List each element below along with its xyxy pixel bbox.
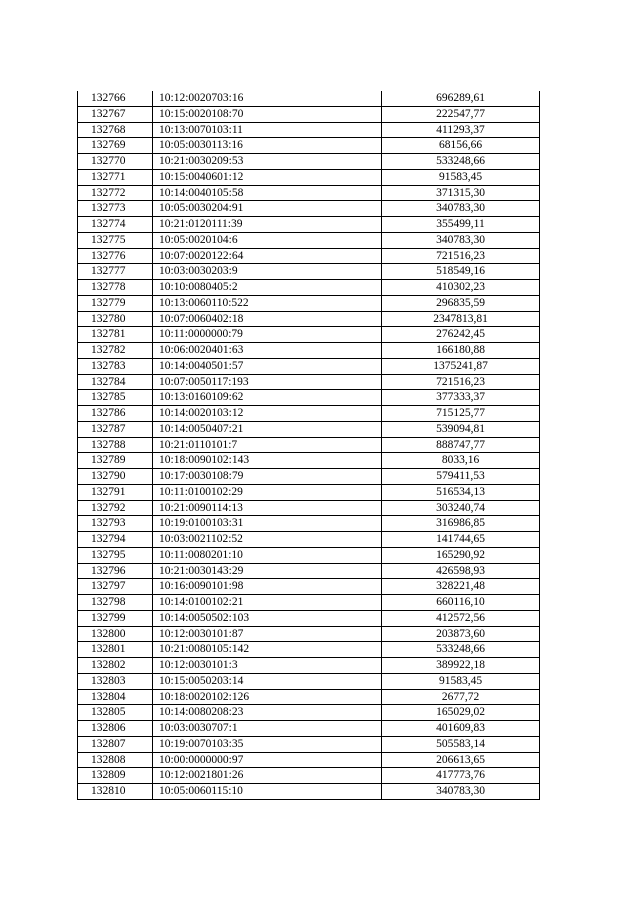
cadastral-code-cell: 10:05:0030204:91 (153, 201, 382, 217)
row-id-cell: 132772 (78, 185, 153, 201)
cadastral-code-cell: 10:21:0090114:13 (153, 500, 382, 516)
cadastral-code-cell: 10:12:0030101:3 (153, 658, 382, 674)
amount-cell: 426598,93 (382, 563, 540, 579)
row-id-cell: 132787 (78, 421, 153, 437)
amount-cell: 410302,23 (382, 280, 540, 296)
row-id-cell: 132788 (78, 437, 153, 453)
row-id-cell: 132767 (78, 106, 153, 122)
table-row (78, 768, 540, 784)
table-row (78, 516, 540, 532)
cadastral-code-cell: 10:14:0100102:21 (153, 595, 382, 611)
cadastral-code-cell: 10:14:0050502:103 (153, 610, 382, 626)
cadastral-code-cell: 10:03:0030707:1 (153, 721, 382, 737)
row-id-cell: 132766 (78, 91, 153, 106)
row-id-cell: 132786 (78, 406, 153, 422)
cadastral-code-cell: 10:21:0120111:39 (153, 217, 382, 233)
table-row (78, 547, 540, 563)
table-row (78, 595, 540, 611)
cadastral-code-cell: 10:00:0000000:97 (153, 752, 382, 768)
cadastral-code-cell: 10:21:0030143:29 (153, 563, 382, 579)
row-id-cell: 132800 (78, 626, 153, 642)
amount-cell: 340783,30 (382, 784, 540, 800)
row-id-cell: 132781 (78, 327, 153, 343)
amount-cell: 91583,45 (382, 169, 540, 185)
row-id-cell: 132808 (78, 752, 153, 768)
table-row (78, 154, 540, 170)
amount-cell: 505583,14 (382, 736, 540, 752)
row-id-cell: 132783 (78, 358, 153, 374)
amount-cell: 417773,76 (382, 768, 540, 784)
row-id-cell: 132780 (78, 311, 153, 327)
amount-cell: 203873,60 (382, 626, 540, 642)
amount-cell: 340783,30 (382, 232, 540, 248)
table-row (78, 217, 540, 233)
row-id-cell: 132809 (78, 768, 153, 784)
amount-cell: 328221,48 (382, 579, 540, 595)
cadastral-code-cell: 10:06:0020401:63 (153, 343, 382, 359)
row-id-cell: 132773 (78, 201, 153, 217)
row-id-cell: 132776 (78, 248, 153, 264)
cadastral-code-cell: 10:16:0090101:98 (153, 579, 382, 595)
table-row (78, 343, 540, 359)
table-row (78, 469, 540, 485)
amount-cell: 411293,37 (382, 122, 540, 138)
cadastral-code-cell: 10:12:0020703:16 (153, 91, 382, 106)
table-row (78, 169, 540, 185)
amount-cell: 316986,85 (382, 516, 540, 532)
table-row (78, 201, 540, 217)
table-row (78, 610, 540, 626)
amount-cell: 518549,16 (382, 264, 540, 280)
table-row (78, 185, 540, 201)
amount-cell: 715125,77 (382, 406, 540, 422)
table-row (78, 532, 540, 548)
amount-cell: 340783,30 (382, 201, 540, 217)
amount-cell: 533248,66 (382, 642, 540, 658)
cadastral-code-cell: 10:12:0021801:26 (153, 768, 382, 784)
cadastral-code-cell: 10:21:0030209:53 (153, 154, 382, 170)
row-id-cell: 132782 (78, 343, 153, 359)
table-row (78, 311, 540, 327)
amount-cell: 516534,13 (382, 484, 540, 500)
table-row (78, 673, 540, 689)
row-id-cell: 132805 (78, 705, 153, 721)
cadastral-code-cell: 10:11:0080201:10 (153, 547, 382, 563)
table-row (78, 484, 540, 500)
table-row (78, 138, 540, 154)
row-id-cell: 132794 (78, 532, 153, 548)
row-id-cell: 132798 (78, 595, 153, 611)
row-id-cell: 132769 (78, 138, 153, 154)
table-row (78, 721, 540, 737)
amount-cell: 533248,66 (382, 154, 540, 170)
row-id-cell: 132796 (78, 563, 153, 579)
table-row (78, 563, 540, 579)
row-id-cell: 132795 (78, 547, 153, 563)
row-id-cell: 132797 (78, 579, 153, 595)
row-id-cell: 132799 (78, 610, 153, 626)
amount-cell: 8033,16 (382, 453, 540, 469)
amount-cell: 2347813,81 (382, 311, 540, 327)
table-row (78, 421, 540, 437)
amount-cell: 355499,11 (382, 217, 540, 233)
amount-cell: 91583,45 (382, 673, 540, 689)
table-row (78, 784, 540, 800)
row-id-cell: 132771 (78, 169, 153, 185)
amount-cell: 165290,92 (382, 547, 540, 563)
amount-cell: 579411,53 (382, 469, 540, 485)
amount-cell: 166180,88 (382, 343, 540, 359)
cadastral-code-cell: 10:15:0040601:12 (153, 169, 382, 185)
row-id-cell: 132775 (78, 232, 153, 248)
table-row (78, 295, 540, 311)
amount-cell: 696289,61 (382, 91, 540, 106)
row-id-cell: 132810 (78, 784, 153, 800)
amount-cell: 222547,77 (382, 106, 540, 122)
cadastral-code-cell: 10:17:0030108:79 (153, 469, 382, 485)
amount-cell: 721516,23 (382, 374, 540, 390)
amount-cell: 296835,59 (382, 295, 540, 311)
row-id-cell: 132792 (78, 500, 153, 516)
cadastral-code-cell: 10:18:0020102:126 (153, 689, 382, 705)
cadastral-code-cell: 10:14:0050407:21 (153, 421, 382, 437)
cadastral-code-cell: 10:12:0030101:87 (153, 626, 382, 642)
amount-cell: 721516,23 (382, 248, 540, 264)
cadastral-code-cell: 10:05:0030113:16 (153, 138, 382, 154)
row-id-cell: 132790 (78, 469, 153, 485)
table-row (78, 406, 540, 422)
cadastral-code-cell: 10:13:0160109:62 (153, 390, 382, 406)
table-row (78, 106, 540, 122)
row-id-cell: 132777 (78, 264, 153, 280)
table-row (78, 689, 540, 705)
cadastral-code-cell: 10:18:0090102:143 (153, 453, 382, 469)
cadastral-code-cell: 10:14:0080208:23 (153, 705, 382, 721)
amount-cell: 389922,18 (382, 658, 540, 674)
amount-cell: 276242,45 (382, 327, 540, 343)
amount-cell: 412572,56 (382, 610, 540, 626)
table-row (78, 374, 540, 390)
cadastral-code-cell: 10:13:0070103:11 (153, 122, 382, 138)
table-row (78, 248, 540, 264)
cadastral-code-cell: 10:07:0050117:193 (153, 374, 382, 390)
cadastral-code-cell: 10:03:0021102:52 (153, 532, 382, 548)
cadastral-code-cell: 10:14:0020103:12 (153, 406, 382, 422)
row-id-cell: 132803 (78, 673, 153, 689)
table-row (78, 500, 540, 516)
row-id-cell: 132793 (78, 516, 153, 532)
cadastral-code-cell: 10:05:0060115:10 (153, 784, 382, 800)
table-row (78, 705, 540, 721)
row-id-cell: 132789 (78, 453, 153, 469)
amount-cell: 141744,65 (382, 532, 540, 548)
cadastral-code-cell: 10:11:0100102:29 (153, 484, 382, 500)
amount-cell: 888747,77 (382, 437, 540, 453)
table-row (78, 579, 540, 595)
row-id-cell: 132770 (78, 154, 153, 170)
cadastral-code-cell: 10:07:0060402:18 (153, 311, 382, 327)
amount-cell: 2677,72 (382, 689, 540, 705)
table-row (78, 752, 540, 768)
cadastral-code-cell: 10:15:0020108:70 (153, 106, 382, 122)
amount-cell: 377333,37 (382, 390, 540, 406)
amount-cell: 660116,10 (382, 595, 540, 611)
row-id-cell: 132804 (78, 689, 153, 705)
table-row (78, 232, 540, 248)
table-row (78, 736, 540, 752)
row-id-cell: 132807 (78, 736, 153, 752)
cadastral-code-cell: 10:10:0080405:2 (153, 280, 382, 296)
table-row (78, 642, 540, 658)
amount-cell: 539094,81 (382, 421, 540, 437)
data-table (77, 91, 540, 800)
amount-cell: 401609,83 (382, 721, 540, 737)
amount-cell: 371315,30 (382, 185, 540, 201)
table-row (78, 437, 540, 453)
row-id-cell: 132785 (78, 390, 153, 406)
row-id-cell: 132802 (78, 658, 153, 674)
table-row (78, 327, 540, 343)
cadastral-code-cell: 10:14:0040501:57 (153, 358, 382, 374)
amount-cell: 1375241,87 (382, 358, 540, 374)
table-row (78, 91, 540, 106)
cadastral-code-cell: 10:05:0020104:6 (153, 232, 382, 248)
table-body (78, 91, 540, 799)
row-id-cell: 132779 (78, 295, 153, 311)
table-row (78, 264, 540, 280)
row-id-cell: 132801 (78, 642, 153, 658)
cadastral-code-cell: 10:15:0050203:14 (153, 673, 382, 689)
table-row (78, 626, 540, 642)
cadastral-code-cell: 10:03:0030203:9 (153, 264, 382, 280)
cadastral-code-cell: 10:21:0110101:7 (153, 437, 382, 453)
amount-cell: 68156,66 (382, 138, 540, 154)
table-row (78, 390, 540, 406)
row-id-cell: 132806 (78, 721, 153, 737)
table-row (78, 658, 540, 674)
amount-cell: 165029,02 (382, 705, 540, 721)
amount-cell: 206613,65 (382, 752, 540, 768)
cadastral-code-cell: 10:13:0060110:522 (153, 295, 382, 311)
cadastral-code-cell: 10:14:0040105:58 (153, 185, 382, 201)
amount-cell: 303240,74 (382, 500, 540, 516)
row-id-cell: 132784 (78, 374, 153, 390)
table-row (78, 453, 540, 469)
table-row (78, 280, 540, 296)
cadastral-code-cell: 10:21:0080105:142 (153, 642, 382, 658)
row-id-cell: 132791 (78, 484, 153, 500)
cadastral-code-cell: 10:11:0000000:79 (153, 327, 382, 343)
row-id-cell: 132778 (78, 280, 153, 296)
row-id-cell: 132768 (78, 122, 153, 138)
cadastral-code-cell: 10:07:0020122:64 (153, 248, 382, 264)
table-row (78, 358, 540, 374)
cadastral-code-cell: 10:19:0070103:35 (153, 736, 382, 752)
table-row (78, 122, 540, 138)
cadastral-code-cell: 10:19:0100103:31 (153, 516, 382, 532)
row-id-cell: 132774 (78, 217, 153, 233)
